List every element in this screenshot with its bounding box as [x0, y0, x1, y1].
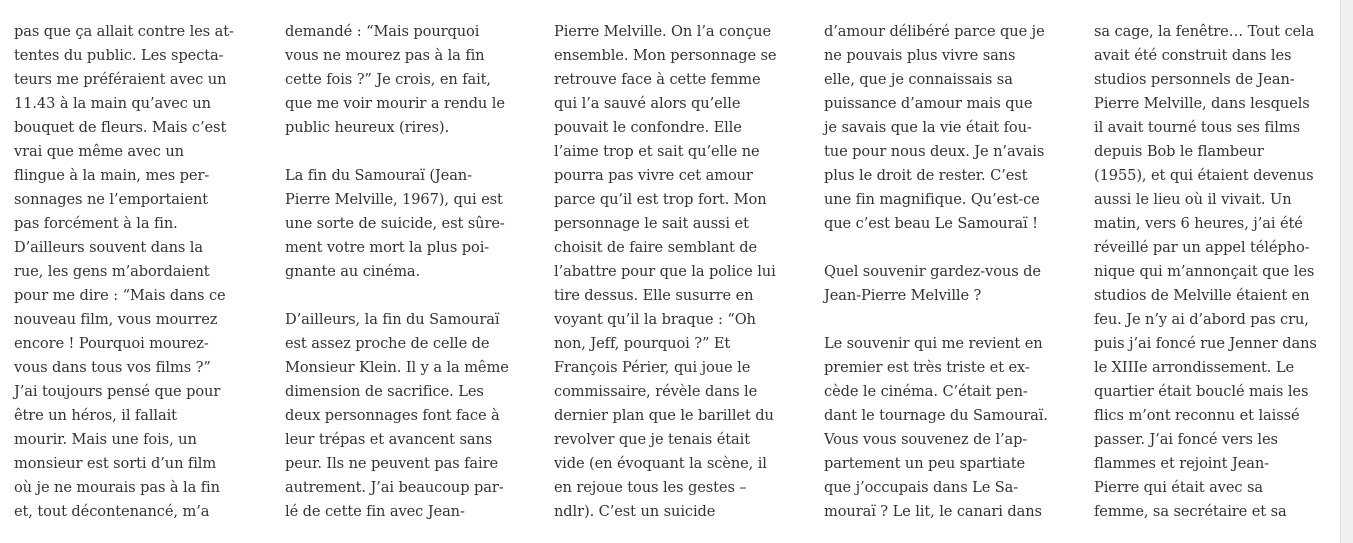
text-line: (1955), et qui étaient devenus — [1094, 167, 1314, 184]
text-line: où je ne mourais pas à la fin — [14, 479, 220, 496]
text-line: D’ailleurs, la fin du Samouraï — [285, 311, 500, 328]
text-line: matin, vers 6 heures, j’ai été — [1094, 215, 1303, 232]
text-line: studios de Melville étaient en — [1094, 287, 1310, 304]
text-line: 11.43 à la main qu’avec un — [14, 95, 211, 112]
text-line: feu. Je n’y ai d’abord pas cru, — [1094, 311, 1309, 328]
text-line: public heureux (rires). — [285, 119, 450, 136]
text-line: monsieur est sorti d’un film — [14, 455, 217, 472]
text-line: pour me dire : “Mais dans ce — [14, 287, 226, 304]
text-line: Le souvenir qui me revient en — [824, 335, 1043, 352]
text-line: tue pour nous deux. Je n’avais — [824, 143, 1045, 160]
text-line: l’abattre pour que la police lui — [554, 263, 776, 280]
text-line: studios personnels de Jean- — [1094, 71, 1295, 88]
text-line: sa cage, la fenêtre… Tout cela — [1094, 23, 1315, 40]
text-line: dimension de sacrifice. Les — [285, 383, 484, 400]
paragraph-break — [824, 236, 1072, 260]
text-line: La fin du Samouraï (Jean- — [285, 167, 472, 184]
text-line: une sorte de suicide, est sûre- — [285, 215, 505, 232]
text-line: retrouve face à cette femme — [554, 71, 761, 88]
text-line: Vous vous souvenez de l’ap- — [824, 431, 1028, 448]
text-line: cette fois ?” Je crois, en fait, — [285, 71, 491, 88]
text-line: tire dessus. Elle susurre en — [554, 287, 754, 304]
text-line: l’aime trop et sait qu’elle ne — [554, 143, 760, 160]
text-line: dernier plan que le barillet du — [554, 407, 774, 424]
text-line: revolver que je tenais était — [554, 431, 750, 448]
text-line: teurs me préféraient avec un — [14, 71, 227, 88]
text-line: J’ai toujours pensé que pour — [14, 383, 221, 400]
text-line: rue, les gens m’abordaient — [14, 263, 210, 280]
text-line: aussi le lieu où il vivait. Un — [1094, 191, 1292, 208]
text-line: Pierre Melville. On l’a conçue — [554, 23, 771, 40]
text-column-2 — [285, 20, 533, 524]
text-line: d’amour délibéré parce que je — [824, 23, 1045, 40]
text-line: peur. Ils ne peuvent pas faire — [285, 455, 498, 472]
paragraph-break — [824, 308, 1072, 332]
text-line: vide (en évoquant la scène, il — [554, 455, 767, 472]
text-line: je savais que la vie était fou- — [824, 119, 1032, 136]
text-line: être un héros, il fallait — [14, 407, 177, 424]
text-line: Pierre Melville, 1967), qui est — [285, 191, 503, 208]
paragraph-break — [285, 140, 533, 164]
text-line: leur trépas et avancent sans — [285, 431, 493, 448]
text-line: que c’est beau Le Samouraï ! — [824, 215, 1038, 232]
text-line: ne pouvais plus vivre sans — [824, 47, 1016, 64]
text-line: plus le droit de rester. C’est — [824, 167, 1028, 184]
text-line: mourir. Mais une fois, un — [14, 431, 197, 448]
text-column-3 — [554, 20, 802, 524]
text-line: une fin magnifique. Qu’est-ce — [824, 191, 1040, 208]
text-line: avait été construit dans les — [1094, 47, 1292, 64]
text-line: vrai que même avec un — [14, 143, 184, 160]
text-line: en rejoue tous les gestes – — [554, 479, 747, 496]
text-line: et, tout décontenancé, m’a — [14, 503, 210, 520]
text-line: depuis Bob le flambeur — [1094, 143, 1264, 160]
text-line: femme, sa secrétaire et sa — [1094, 503, 1287, 520]
text-line: flammes et rejoint Jean- — [1094, 455, 1269, 472]
text-line: passer. J’ai foncé vers les — [1094, 431, 1278, 448]
text-line: bouquet de fleurs. Mais c’est — [14, 119, 227, 136]
text-line: personnage le sait aussi et — [554, 215, 749, 232]
text-line: ensemble. Mon personnage se — [554, 47, 777, 64]
text-line: que me voir mourir a rendu le — [285, 95, 505, 112]
text-line: D’ailleurs souvent dans la — [14, 239, 203, 256]
text-line: demandé : “Mais pourquoi — [285, 23, 480, 40]
text-line: tentes du public. Les specta- — [14, 47, 224, 64]
text-column-4 — [824, 20, 1072, 524]
text-column-1 — [14, 20, 262, 524]
text-line: autrement. J’ai beaucoup par- — [285, 479, 504, 496]
text-line: ment votre mort la plus poi- — [285, 239, 490, 256]
text-line: pas que ça allait contre les at- — [14, 23, 234, 40]
text-line: nique qui m’annonçait que les — [1094, 263, 1315, 280]
text-line: choisit de faire semblant de — [554, 239, 758, 256]
text-line: vous ne mourez pas à la fin — [285, 47, 485, 64]
text-line: Quel souvenir gardez-vous de — [824, 263, 1041, 280]
text-line: sonnages ne l’emportaient — [14, 191, 209, 208]
text-line: cède le cinéma. C’était pen- — [824, 383, 1028, 400]
text-line: que j’occupais dans Le Sa- — [824, 479, 1019, 496]
text-line: non, Jeff, pourquoi ?” Et — [554, 335, 731, 352]
text-line: puissance d’amour mais que — [824, 95, 1033, 112]
text-line: qui l’a sauvé alors qu’elle — [554, 95, 741, 112]
text-line: pas forcément à la fin. — [14, 215, 178, 232]
paragraph-break — [285, 284, 533, 308]
text-line: commissaire, révèle dans le — [554, 383, 758, 400]
text-line: il avait tourné tous ses films — [1094, 119, 1300, 136]
text-line: elle, que je connaissais sa — [824, 71, 1013, 88]
text-column-5 — [1094, 20, 1342, 524]
text-line: Pierre Melville, dans lesquels — [1094, 95, 1310, 112]
text-line: ndlr). C’est un suicide — [554, 503, 716, 520]
text-line: puis j’ai foncé rue Jenner dans — [1094, 335, 1317, 352]
text-line: flingue à la main, mes per- — [14, 167, 210, 184]
text-line: le XIIIe arrondissement. Le — [1094, 359, 1295, 376]
text-line: Jean-Pierre Melville ? — [824, 287, 982, 304]
text-line: deux personnages font face à — [285, 407, 500, 424]
text-line: flics m’ont reconnu et laissé — [1094, 407, 1300, 424]
text-line: lé de cette fin avec Jean- — [285, 503, 465, 520]
text-line: mouraï ? Le lit, le canari dans — [824, 503, 1042, 520]
text-line: est assez proche de celle de — [285, 335, 490, 352]
text-line: partement un peu spartiate — [824, 455, 1025, 472]
text-line: premier est très triste et ex- — [824, 359, 1030, 376]
text-line: quartier était bouclé mais les — [1094, 383, 1309, 400]
text-line: vous dans tous vos films ?” — [14, 359, 211, 376]
text-line: voyant qu’il la braque : “Oh — [554, 311, 756, 328]
text-line: Pierre qui était avec sa — [1094, 479, 1263, 496]
text-line: pourra pas vivre cet amour — [554, 167, 753, 184]
text-line: parce qu’il est trop fort. Mon — [554, 191, 767, 208]
text-line: encore ! Pourquoi mourez- — [14, 335, 209, 352]
text-line: Monsieur Klein. Il y a la même — [285, 359, 509, 376]
text-line: François Périer, qui joue le — [554, 359, 751, 376]
text-line: réveillé par un appel télépho- — [1094, 239, 1310, 256]
text-line: gnante au cinéma. — [285, 263, 421, 280]
text-line: dant le tournage du Samouraï. — [824, 407, 1048, 424]
text-line: nouveau film, vous mourrez — [14, 311, 218, 328]
text-line: pouvait le confondre. Elle — [554, 119, 742, 136]
